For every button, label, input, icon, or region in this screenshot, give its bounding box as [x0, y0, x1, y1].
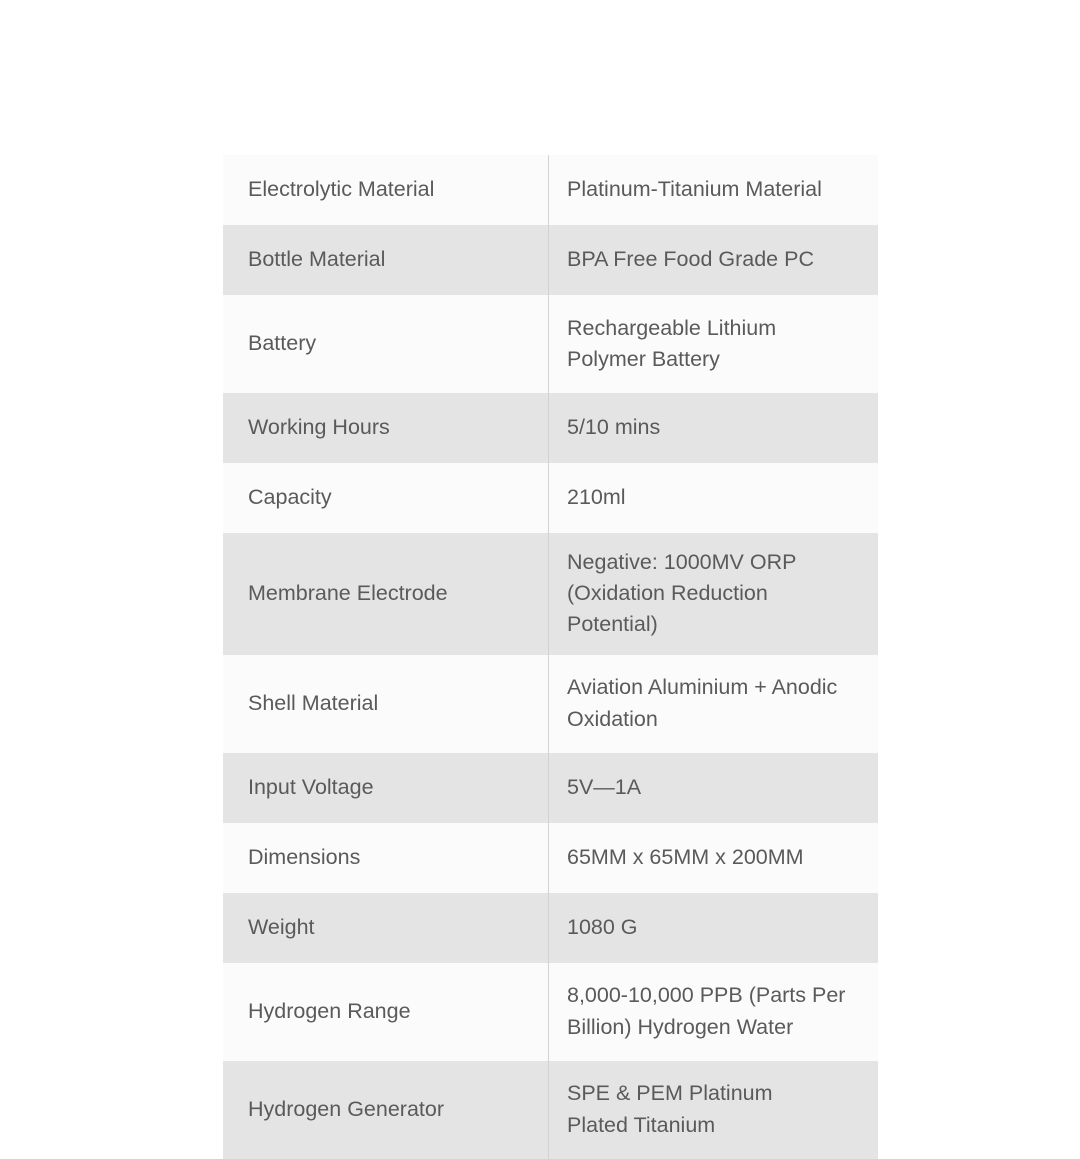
table-row: [223, 1061, 878, 1159]
table-row: [223, 963, 878, 1061]
spec-value: [549, 463, 879, 533]
spec-value: [549, 393, 879, 463]
value-line: SPE & PEM Platinum: [567, 1081, 773, 1106]
spec-label: Membrane Electrode: [223, 533, 549, 655]
value-line: Oxidation: [567, 706, 658, 731]
spec-label: Dimensions: [223, 823, 549, 893]
table-row: [223, 655, 878, 753]
table-row: [223, 155, 878, 225]
value-line: Rechargeable Lithium: [567, 315, 777, 340]
specification-table: [223, 155, 878, 1159]
value-line: 65MM x 65MM x 200MM: [567, 844, 804, 869]
spec-label: Capacity: [223, 463, 549, 533]
spec-value: [549, 295, 879, 393]
spec-value: [549, 155, 879, 225]
value-line: Aviation Aluminium + Anodic: [567, 675, 838, 700]
value-line: (Oxidation Reduction Potential): [567, 581, 768, 637]
spec-label: Battery: [223, 295, 549, 393]
spec-value: [549, 963, 879, 1061]
spec-value: [549, 753, 879, 823]
value-line: 5/10 mins: [567, 415, 661, 440]
value-line: BPA Free Food Grade PC: [567, 247, 814, 272]
spec-label: Input Voltage: [223, 753, 549, 823]
value-line: Billion) Hydrogen Water: [567, 1014, 794, 1039]
spec-value: [549, 655, 879, 753]
spec-value: [549, 823, 879, 893]
spec-label: Shell Material: [223, 655, 549, 753]
table-row: [223, 225, 878, 295]
table-row: [223, 463, 878, 533]
spec-value: [549, 533, 879, 655]
table-row: [223, 393, 878, 463]
spec-label: Bottle Material: [223, 225, 549, 295]
spec-value: [549, 1061, 879, 1159]
table-body: [223, 155, 878, 1159]
spec-label: Working Hours: [223, 393, 549, 463]
spec-value: [549, 225, 879, 295]
value-line: Platinum-Titanium Material: [567, 177, 822, 202]
table-row: [223, 753, 878, 823]
value-line: 5V—1A: [567, 774, 642, 799]
spec-label: Electrolytic Material: [223, 155, 549, 225]
spec-label: Weight: [223, 893, 549, 963]
value-line: 1080 G: [567, 914, 638, 939]
spec-label: Hydrogen Range: [223, 963, 549, 1061]
spec-label: Hydrogen Generator: [223, 1061, 549, 1159]
table-row: [223, 823, 878, 893]
spec-value: [549, 893, 879, 963]
value-line: Plated Titanium: [567, 1112, 716, 1137]
table-row: [223, 893, 878, 963]
value-line: 8,000-10,000 PPB (Parts Per: [567, 983, 846, 1008]
value-line: 210ml: [567, 485, 626, 510]
value-line: Polymer Battery: [567, 347, 720, 371]
table-row: [223, 533, 878, 655]
value-line: Negative: 1000MV ORP: [567, 550, 797, 574]
table-row: [223, 295, 878, 393]
